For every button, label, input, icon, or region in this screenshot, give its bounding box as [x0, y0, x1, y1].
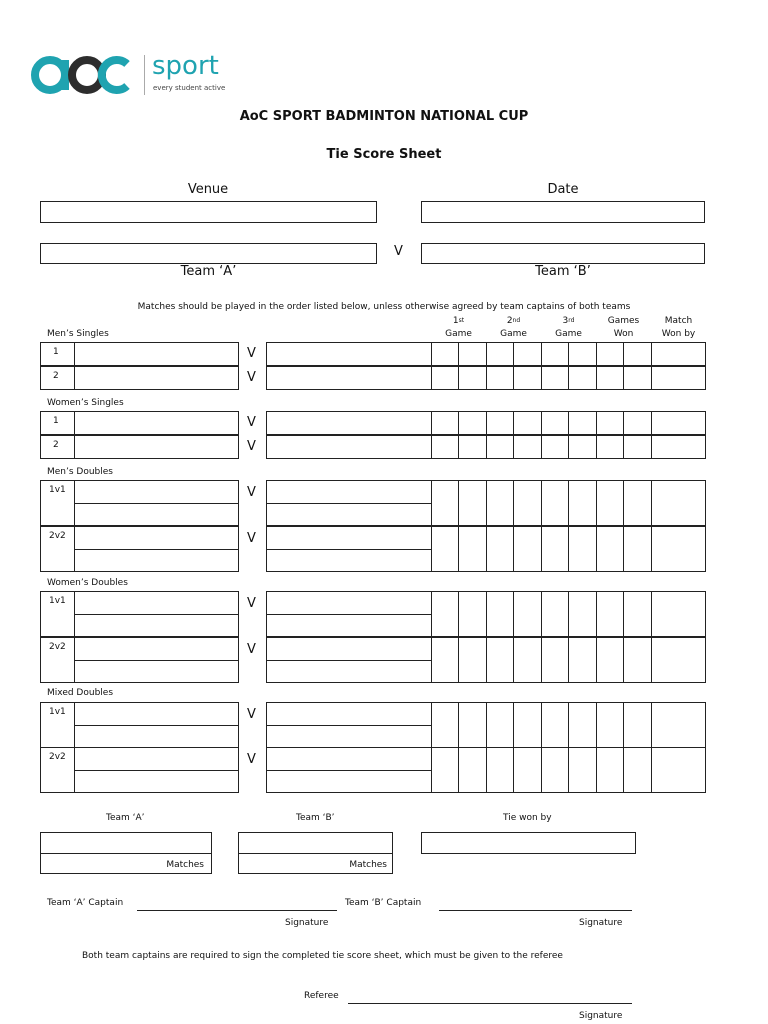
womens-singles-2-player-b-field[interactable]: [266, 435, 432, 459]
womens-singles-2-versus: V: [247, 439, 256, 454]
mixed-doubles-2-versus: V: [247, 752, 256, 767]
score-grid-divider: [458, 481, 459, 525]
score-grid-divider: [651, 703, 652, 747]
mixed-doubles-2-player-b2-field[interactable]: [266, 770, 432, 793]
womens-doubles-1-player-a2-field[interactable]: [74, 614, 239, 637]
mixed-doubles-1-player-a1-field[interactable]: [74, 702, 239, 726]
score-grid-divider: [623, 748, 624, 792]
score-grid-divider: [651, 412, 652, 434]
score-grid-divider: [623, 527, 624, 571]
tie-won-by-field[interactable]: [421, 832, 636, 854]
score-grid-divider: [458, 367, 459, 389]
team-a-captain-label: Team ‘A’ Captain: [47, 898, 124, 908]
mixed-doubles-1-player-b1-field[interactable]: [266, 702, 432, 726]
score-grid-divider: [486, 412, 487, 434]
team-b-signature-label: Signature: [579, 918, 623, 928]
womens-singles-1-versus: V: [247, 415, 256, 430]
score-grid-divider: [486, 367, 487, 389]
womens-doubles-2-player-a1-field[interactable]: [74, 637, 239, 661]
page-title: AoC SPORT BADMINTON NATIONAL CUP: [239, 109, 529, 124]
score-grid-divider: [541, 436, 542, 458]
mens-doubles-1-number-cell: [40, 480, 75, 526]
col-header-game3: 3rd Game: [555, 316, 582, 339]
page-subtitle: Tie Score Sheet: [326, 147, 442, 162]
mixed-doubles-1-player-a2-field[interactable]: [74, 725, 239, 748]
score-grid-divider: [596, 367, 597, 389]
mens-doubles-1-score-grid[interactable]: [431, 480, 706, 526]
mixed-doubles-1-score-grid[interactable]: [431, 702, 706, 748]
score-grid-divider: [596, 527, 597, 571]
score-grid-divider: [623, 412, 624, 434]
section-mens-singles: Men’s Singles: [47, 329, 109, 339]
mixed-doubles-2-number-cell: [40, 747, 75, 793]
mens-doubles-1-versus: V: [247, 485, 256, 500]
section-mens-doubles: Men’s Doubles: [47, 467, 113, 477]
womens-doubles-1-number-cell: [40, 591, 75, 637]
mixed-doubles-1-number-cell: [40, 702, 75, 748]
score-grid-divider: [568, 436, 569, 458]
womens-doubles-2-versus: V: [247, 642, 256, 657]
score-grid-divider: [541, 412, 542, 434]
section-womens-doubles: Women’s Doubles: [47, 578, 128, 588]
mens-singles-1-number-cell: [40, 342, 75, 366]
team-b-matches-box[interactable]: [238, 832, 393, 874]
womens-doubles-2-player-b2-field[interactable]: [266, 660, 432, 683]
mens-doubles-1-player-a1-field[interactable]: [74, 480, 239, 504]
score-grid-divider: [568, 412, 569, 434]
footer-note: Both team captains are required to sign the completed tie score sheet, which must be given to the referee: [82, 951, 563, 961]
mens-doubles-1-player-b2-field[interactable]: [266, 503, 432, 526]
referee-signature-line[interactable]: [348, 1003, 632, 1004]
score-grid-divider: [458, 343, 459, 365]
mens-singles-2-number: 2: [53, 371, 59, 381]
womens-doubles-1-player-b1-field[interactable]: [266, 591, 432, 615]
score-grid-divider: [541, 638, 542, 682]
score-grid-divider: [541, 367, 542, 389]
mixed-doubles-2-player-a1-field[interactable]: [74, 747, 239, 771]
score-grid-divider: [596, 703, 597, 747]
mens-singles-1-player-b-field[interactable]: [266, 342, 432, 366]
mens-singles-2-player-a-field[interactable]: [74, 366, 239, 390]
venue-label: Venue: [187, 182, 229, 197]
score-grid-divider: [568, 527, 569, 571]
score-grid-divider: [541, 592, 542, 636]
team-b-captain-label: Team ‘B’ Captain: [345, 898, 422, 908]
score-grid-divider: [596, 748, 597, 792]
mens-doubles-2-player-a1-field[interactable]: [74, 526, 239, 550]
score-grid-divider: [568, 592, 569, 636]
womens-doubles-1-player-a1-field[interactable]: [74, 591, 239, 615]
score-grid-divider: [458, 592, 459, 636]
mens-doubles-2-number-cell: [40, 526, 75, 572]
score-grid-divider: [458, 638, 459, 682]
referee-signature-label: Signature: [579, 1011, 623, 1021]
womens-doubles-1-number: 1v1: [49, 596, 66, 606]
score-grid-divider: [513, 527, 514, 571]
womens-doubles-1-player-b2-field[interactable]: [266, 614, 432, 637]
score-grid-divider: [568, 748, 569, 792]
mixed-doubles-2-score-grid[interactable]: [431, 747, 706, 793]
score-grid-divider: [541, 527, 542, 571]
score-grid-divider: [486, 527, 487, 571]
team-a-matches-box[interactable]: [40, 832, 212, 874]
team-a-captain-signature-line[interactable]: [137, 910, 337, 911]
score-grid-divider: [513, 436, 514, 458]
mens-singles-1-player-a-field[interactable]: [74, 342, 239, 366]
score-grid-divider: [458, 436, 459, 458]
mens-doubles-2-player-a2-field[interactable]: [74, 549, 239, 572]
womens-doubles-2-number-cell: [40, 637, 75, 683]
score-grid-divider: [596, 412, 597, 434]
mens-doubles-1-player-b1-field[interactable]: [266, 480, 432, 504]
score-grid-divider: [651, 367, 652, 389]
versus-label: V: [394, 244, 403, 259]
score-grid-divider: [651, 343, 652, 365]
score-grid-divider: [596, 436, 597, 458]
mens-singles-1-versus: V: [247, 346, 256, 361]
section-womens-singles: Women’s Singles: [47, 398, 124, 408]
score-grid-divider: [623, 343, 624, 365]
score-grid-divider: [486, 343, 487, 365]
referee-label: Referee: [304, 991, 339, 1001]
score-grid-divider: [486, 638, 487, 682]
team-b-captain-signature-line[interactable]: [439, 910, 632, 911]
score-grid-divider: [486, 748, 487, 792]
mixed-doubles-1-player-b2-field[interactable]: [266, 725, 432, 748]
score-grid-divider: [458, 527, 459, 571]
summary-team-a-label: Team ‘A’: [106, 813, 145, 823]
score-grid-divider: [486, 703, 487, 747]
score-grid-divider: [596, 343, 597, 365]
womens-singles-1-player-b-field[interactable]: [266, 411, 432, 435]
womens-doubles-2-player-a2-field[interactable]: [74, 660, 239, 683]
mens-doubles-1-player-a2-field[interactable]: [74, 503, 239, 526]
womens-doubles-2-player-b1-field[interactable]: [266, 637, 432, 661]
score-grid-divider: [568, 481, 569, 525]
womens-singles-2-number-cell: [40, 435, 75, 459]
score-grid-divider: [651, 592, 652, 636]
score-grid-divider: [623, 592, 624, 636]
mens-singles-2-versus: V: [247, 370, 256, 385]
logo-tagline: every student active: [153, 84, 226, 92]
mens-doubles-2-number: 2v2: [49, 531, 66, 541]
score-grid-divider: [541, 748, 542, 792]
score-grid-divider: [513, 748, 514, 792]
score-grid-divider: [486, 481, 487, 525]
score-grid-divider: [596, 481, 597, 525]
mixed-doubles-2-player-b1-field[interactable]: [266, 747, 432, 771]
score-grid-divider: [568, 703, 569, 747]
score-grid-divider: [623, 703, 624, 747]
womens-singles-2-number: 2: [53, 440, 59, 450]
section-mixed-doubles: Mixed Doubles: [47, 688, 114, 698]
mens-doubles-1-number: 1v1: [49, 485, 66, 495]
score-grid-divider: [568, 367, 569, 389]
score-grid-divider: [541, 703, 542, 747]
score-grid-divider: [486, 436, 487, 458]
score-grid-divider: [596, 638, 597, 682]
col-header-games-won: Games Won: [607, 316, 640, 339]
score-grid-divider: [651, 638, 652, 682]
score-grid-divider: [623, 367, 624, 389]
score-grid-divider: [458, 412, 459, 434]
mens-singles-2-number-cell: [40, 366, 75, 390]
date-label: Date: [547, 182, 579, 197]
mens-doubles-2-score-grid[interactable]: [431, 526, 706, 572]
col-header-game2: 2nd Game: [500, 316, 527, 339]
womens-doubles-1-versus: V: [247, 596, 256, 611]
score-grid-divider: [513, 638, 514, 682]
mixed-doubles-1-versus: V: [247, 707, 256, 722]
team-a-matches-label: Matches: [166, 860, 204, 870]
mens-doubles-2-player-b1-field[interactable]: [266, 526, 432, 550]
womens-singles-2-score-grid[interactable]: [431, 435, 706, 459]
score-grid-divider: [568, 343, 569, 365]
womens-doubles-1-score-grid[interactable]: [431, 591, 706, 637]
score-grid-divider: [458, 748, 459, 792]
team-a-signature-label: Signature: [285, 918, 329, 928]
womens-singles-1-player-a-field[interactable]: [74, 411, 239, 435]
mixed-doubles-2-player-a2-field[interactable]: [74, 770, 239, 793]
womens-doubles-2-number: 2v2: [49, 642, 66, 652]
logo-wordmark: sport: [152, 51, 219, 81]
score-grid-divider: [513, 481, 514, 525]
mens-singles-1-score-grid[interactable]: [431, 342, 706, 366]
womens-singles-1-score-grid[interactable]: [431, 411, 706, 435]
score-grid-divider: [651, 748, 652, 792]
score-grid-divider: [541, 343, 542, 365]
score-grid-divider: [596, 592, 597, 636]
score-grid-divider: [651, 481, 652, 525]
score-grid-divider: [623, 436, 624, 458]
womens-singles-1-number-cell: [40, 411, 75, 435]
score-grid-divider: [513, 367, 514, 389]
score-grid-divider: [541, 481, 542, 525]
team-a-label: Team ‘A’: [180, 264, 237, 279]
score-grid-divider: [651, 527, 652, 571]
summary-team-b-label: Team ‘B’: [296, 813, 335, 823]
mens-doubles-2-player-b2-field[interactable]: [266, 549, 432, 572]
mixed-doubles-2-number: 2v2: [49, 752, 66, 762]
team-b-matches-label: Matches: [349, 860, 387, 870]
womens-singles-2-player-a-field[interactable]: [74, 435, 239, 459]
instruction-text: Matches should be played in the order listed below, unless otherwise agreed by team captains of both teams: [137, 302, 631, 312]
col-header-match-won: Match Won by: [661, 316, 696, 339]
mens-singles-2-player-b-field[interactable]: [266, 366, 432, 390]
score-grid-divider: [623, 638, 624, 682]
score-grid-divider: [513, 592, 514, 636]
mens-singles-2-score-grid[interactable]: [431, 366, 706, 390]
score-grid-divider: [486, 592, 487, 636]
score-grid-divider: [568, 638, 569, 682]
mens-doubles-2-versus: V: [247, 531, 256, 546]
summary-tie-won-label: Tie won by: [503, 813, 552, 823]
score-grid-divider: [651, 436, 652, 458]
score-grid-divider: [513, 343, 514, 365]
score-grid-divider: [458, 703, 459, 747]
womens-singles-1-number: 1: [53, 416, 59, 426]
mixed-doubles-1-number: 1v1: [49, 707, 66, 717]
score-grid-divider: [623, 481, 624, 525]
col-header-game1: 1st Game: [445, 316, 472, 339]
womens-doubles-2-score-grid[interactable]: [431, 637, 706, 683]
team-b-label: Team ‘B’: [535, 264, 591, 279]
score-grid-divider: [513, 703, 514, 747]
mens-singles-1-number: 1: [53, 347, 59, 357]
score-grid-divider: [513, 412, 514, 434]
